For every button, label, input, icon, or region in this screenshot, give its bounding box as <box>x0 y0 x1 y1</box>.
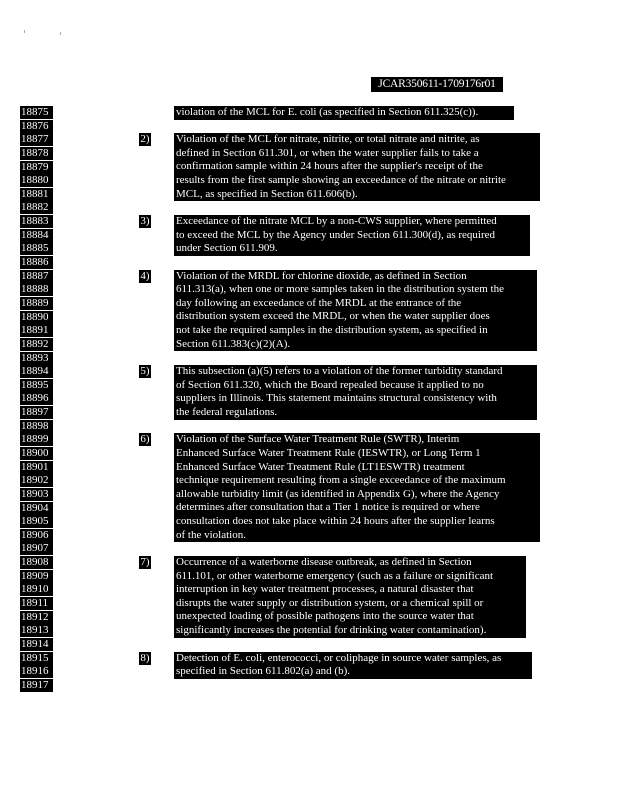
paragraph-block <box>174 270 537 352</box>
text-line: of the violation. <box>176 528 246 541</box>
line-number: 18901 <box>20 461 53 474</box>
scan-speck <box>60 32 61 35</box>
text-line: Violation of the Surface Water Treatment Rule (SWTR), Interim <box>176 433 460 446</box>
line-number: 18884 <box>20 229 53 242</box>
document-code-header: JCAR350611-1709176r01 <box>371 77 503 92</box>
line-number: 18892 <box>20 338 53 351</box>
paragraph-block <box>174 106 514 120</box>
line-number: 18894 <box>20 365 53 378</box>
line-number: 18909 <box>20 570 53 583</box>
text-line: Enhanced Surface Water Treatment Rule (IESWTR), or Long Term 1 <box>176 446 481 459</box>
text-line: not take the required samples in the distribution system, as specified in <box>176 324 488 337</box>
text-line: of Section 611.320, which the Board repealed because it applied to no <box>176 378 484 391</box>
line-number: 18902 <box>20 474 53 487</box>
line-number: 18877 <box>20 133 53 146</box>
line-number: 18878 <box>20 147 53 160</box>
text-line: the federal regulations. <box>176 405 278 418</box>
line-number: 18883 <box>20 215 53 228</box>
line-number: 18916 <box>20 665 53 678</box>
line-number: 18914 <box>20 638 53 651</box>
line-number: 18905 <box>20 515 53 528</box>
line-number: 18875 <box>20 106 53 119</box>
text-line: Section 611.383(c)(2)(A). <box>176 337 291 350</box>
text-line: interruption in key water treatment processes, a natural disaster that <box>176 583 474 596</box>
text-line: determines after consultation that a Tier 1 notice is required or where <box>176 501 480 514</box>
text-line: distribution system exceed the MRDL, or when the water supplier does <box>176 310 490 323</box>
text-line: confirmation sample within 24 hours after the supplier's receipt of the <box>176 160 483 173</box>
text-line: day following an exceedance of the MRDL at the entrance of the <box>176 296 462 309</box>
line-number: 18879 <box>20 161 53 174</box>
text-line: to exceed the MCL by the Agency under Section 611.300(d), as required <box>176 228 496 241</box>
text-line: This subsection (a)(5) refers to a violation of the former turbidity standard <box>176 365 503 378</box>
line-number: 18886 <box>20 256 53 269</box>
text-line: significantly increases the potential for drinking water contamination). <box>176 624 487 637</box>
line-number: 18912 <box>20 611 53 624</box>
line-number: 18880 <box>20 174 53 187</box>
line-number: 18898 <box>20 420 53 433</box>
line-number: 18900 <box>20 447 53 460</box>
line-number: 18889 <box>20 297 53 310</box>
scan-speck <box>24 30 25 33</box>
line-number: 18899 <box>20 433 53 446</box>
line-number: 18881 <box>20 188 53 201</box>
line-number: 18917 <box>20 679 53 692</box>
line-number: 18896 <box>20 392 53 405</box>
text-line: disrupts the water supply or distribution system, or a chemical spill or <box>176 596 484 609</box>
item-marker: 5) <box>140 365 150 378</box>
line-number: 18893 <box>20 352 53 365</box>
line-number: 18895 <box>20 379 53 392</box>
text-line: unexpected loading of possible pathogens into the source water that <box>176 610 474 623</box>
line-number: 18906 <box>20 529 53 542</box>
text-line: Violation of the MCL for nitrate, nitrite, or total nitrate and nitrite, as <box>176 133 480 146</box>
line-number: 18897 <box>20 406 53 419</box>
line-number: 18876 <box>20 120 53 133</box>
line-number: 18913 <box>20 624 53 637</box>
line-number: 18890 <box>20 311 53 324</box>
line-number: 18882 <box>20 201 53 214</box>
line-number: 18910 <box>20 583 53 596</box>
text-line: allowable turbidity limit (as identified in Appendix G), where the Agency <box>176 487 500 500</box>
text-line: Occurrence of a waterborne disease outbreak, as defined in Section <box>176 556 472 569</box>
item-marker: 6) <box>140 433 150 446</box>
text-line: Exceedance of the nitrate MCL by a non-CWS supplier, where permitted <box>176 215 497 228</box>
text-line: results from the first sample showing an exceedance of the nitrate or nitrite <box>176 174 506 187</box>
paragraph-block <box>174 556 526 638</box>
text-line: 611.313(a), when one or more samples taken in the distribution system the <box>176 283 504 296</box>
line-number: 18907 <box>20 542 53 555</box>
text-line: defined in Section 611.301, or when the water supplier fails to take a <box>176 146 479 159</box>
text-line: Violation of the MRDL for chlorine dioxide, as defined in Section <box>176 269 467 282</box>
text-line: violation of the MCL for E. coli (as specified in Section 611.325(c)). <box>176 106 479 118</box>
paragraph-block <box>174 433 540 542</box>
text-line: Detection of E. coli, enterococci, or coliphage in source water samples, as <box>176 651 502 664</box>
paragraph-block <box>174 133 540 201</box>
item-marker: 2) <box>140 133 150 146</box>
line-number: 18887 <box>20 270 53 283</box>
item-marker: 3) <box>140 215 150 228</box>
line-number: 18885 <box>20 242 53 255</box>
line-number: 18888 <box>20 283 53 296</box>
text-line: Enhanced Surface Water Treatment Rule (LT1ESWTR) treatment <box>176 460 465 473</box>
line-number: 18908 <box>20 556 53 569</box>
text-line: suppliers in Illinois. This statement maintains structural consistency with <box>176 392 497 405</box>
text-line: specified in Section 611.802(a) and (b). <box>176 665 351 678</box>
text-line: under Section 611.909. <box>176 242 278 255</box>
text-line: MCL, as specified in Section 611.606(b). <box>176 187 358 200</box>
text-line: technique requirement resulting from a single exceedance of the maximum <box>176 474 506 487</box>
text-line: consultation does not take place within 24 hours after the supplier learns <box>176 514 495 527</box>
paragraph-block <box>174 365 537 419</box>
line-number: 18915 <box>20 652 53 665</box>
line-number: 18911 <box>20 597 53 610</box>
text-line: 611.101, or other waterborne emergency (such as a failure or significant <box>176 569 494 582</box>
line-number: 18903 <box>20 488 53 501</box>
item-marker: 7) <box>140 556 150 569</box>
item-marker: 4) <box>140 269 150 282</box>
paragraph-block <box>174 215 530 256</box>
item-marker: 8) <box>140 651 150 664</box>
line-number: 18904 <box>20 502 53 515</box>
line-number: 18891 <box>20 324 53 337</box>
paragraph-block <box>174 652 532 679</box>
